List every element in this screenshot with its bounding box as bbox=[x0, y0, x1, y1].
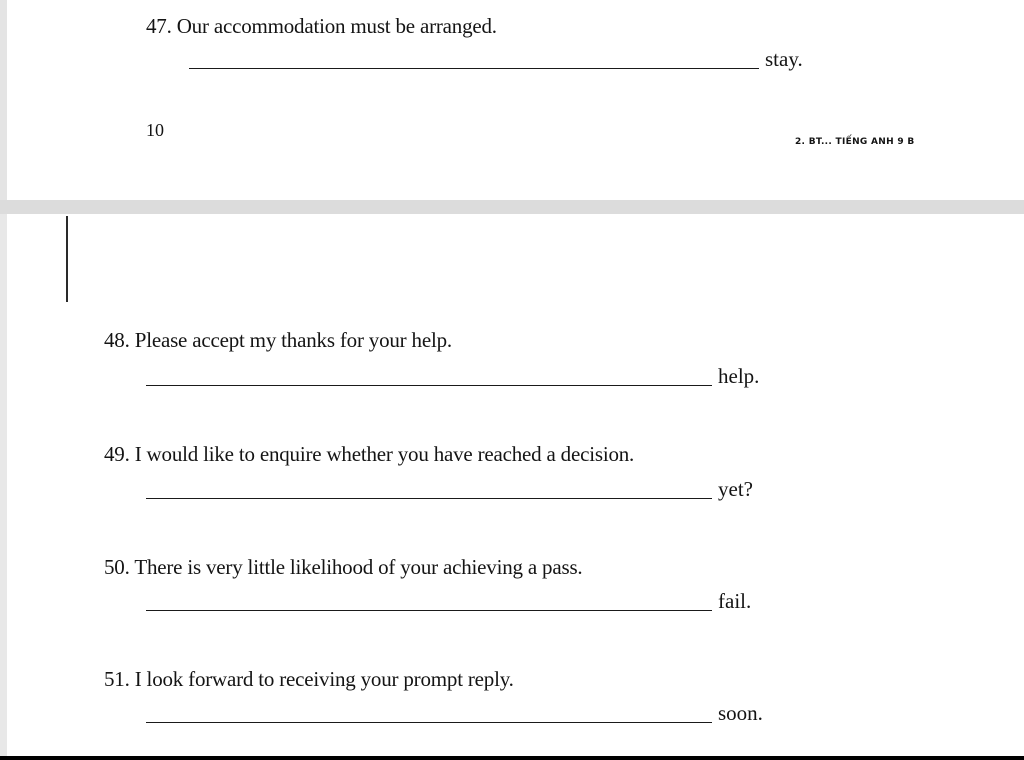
question-48-answer-line bbox=[146, 385, 712, 386]
question-50-ending: fail. bbox=[718, 589, 752, 613]
top-page-edge bbox=[0, 0, 7, 200]
question-47 bbox=[146, 14, 497, 39]
question-50-sentence: There is very little likelihood of your achieving a pass. bbox=[134, 555, 583, 579]
question-49-number: 49. bbox=[104, 442, 130, 466]
question-49-sentence: I would like to enquire whether you have reached a decision. bbox=[134, 442, 635, 466]
footer-tag: 2. BT... TIẾNG ANH 9 B bbox=[795, 137, 915, 147]
bottom-edge-bar bbox=[0, 756, 1024, 760]
question-47-sentence: Our accommodation must be arranged. bbox=[176, 14, 497, 38]
question-51-sentence: I look forward to receiving your prompt reply. bbox=[134, 667, 514, 691]
question-51 bbox=[104, 667, 514, 692]
bottom-page-edge bbox=[0, 214, 7, 756]
question-50-answer-line bbox=[146, 610, 712, 611]
question-48 bbox=[104, 328, 452, 353]
question-49 bbox=[104, 442, 634, 467]
question-47-answer-line bbox=[189, 68, 759, 69]
page-gap bbox=[0, 200, 1024, 214]
question-48-number: 48. bbox=[104, 328, 130, 352]
page-number: 10 bbox=[146, 120, 164, 140]
question-49-answer-line bbox=[146, 498, 712, 499]
question-50-number: 50. bbox=[104, 555, 130, 579]
question-50 bbox=[104, 555, 582, 580]
binding-line bbox=[66, 216, 68, 302]
question-48-sentence: Please accept my thanks for your help. bbox=[134, 328, 452, 352]
question-51-answer-line bbox=[146, 722, 712, 723]
question-47-number: 47. bbox=[146, 14, 172, 38]
question-49-ending: yet? bbox=[718, 477, 753, 501]
question-51-ending: soon. bbox=[718, 701, 763, 725]
question-51-number: 51. bbox=[104, 667, 130, 691]
question-48-ending: help. bbox=[718, 364, 760, 388]
question-47-ending: stay. bbox=[765, 47, 803, 71]
